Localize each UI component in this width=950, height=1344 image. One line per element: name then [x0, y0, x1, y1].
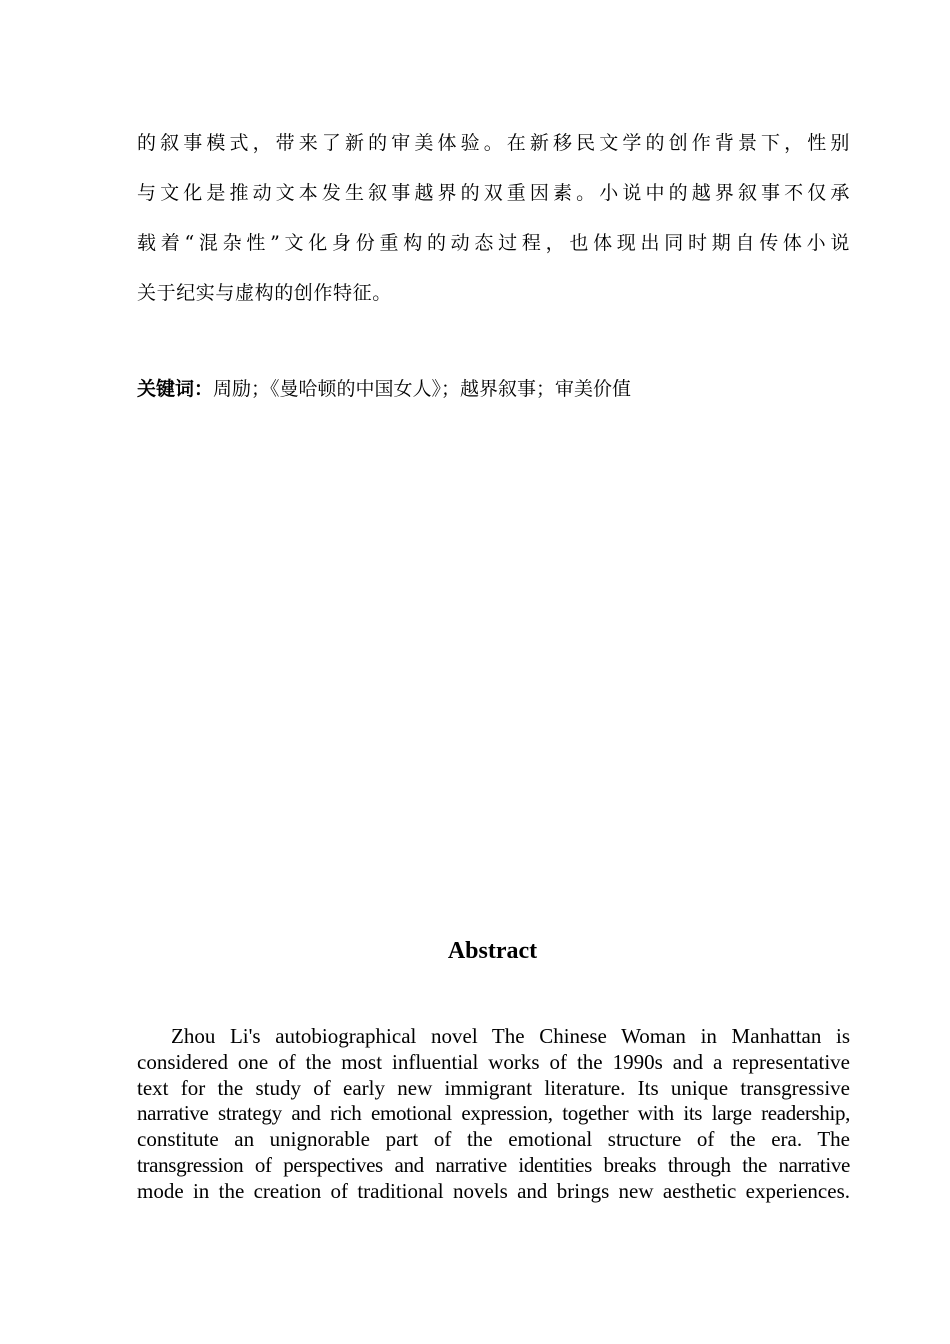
chinese-abstract-paragraph — [137, 118, 850, 318]
chinese-abstract-line: 关于纪实与虚构的创作特征。 — [137, 282, 392, 304]
keywords-line — [137, 369, 850, 409]
chinese-abstract-line: 的叙事模式，带来了新的审美体验。在新移民文学的创作背景下，性别 — [137, 132, 850, 154]
keywords-label: 关键词： — [137, 378, 214, 400]
english-abstract-paragraph — [137, 1024, 850, 1205]
chinese-abstract-line: 载着“混杂性”文化身份重构的动态过程，也体现出同时期自传体小说 — [137, 232, 850, 254]
english-abstract-line: considered one of the most influential works of the 1990s and a representative — [137, 1049, 850, 1074]
english-abstract-line: mode in the creation of traditional novels and brings new aesthetic experiences. — [137, 1178, 850, 1203]
english-abstract-line: transgression of perspectives and narrative identities breaks through the narrative — [137, 1152, 850, 1177]
abstract-heading: Abstract — [447, 938, 538, 964]
english-abstract-line: narrative strategy and rich emotional expression, together with its large readership, — [137, 1101, 850, 1126]
english-abstract-line: text for the study of early new immigrant literature. Its unique transgressive — [137, 1075, 850, 1100]
keywords-text: 周励；《曼哈顿的中国女人》；越界叙事；审美价值 — [213, 378, 632, 400]
english-abstract-line: constitute an unignorable part of the emotional structure of the era. The — [137, 1127, 850, 1152]
chinese-abstract-line: 与文化是推动文本发生叙事越界的双重因素。小说中的越界叙事不仅承 — [137, 182, 850, 204]
english-abstract-line: Zhou Li's autobiographical novel The Chinese Woman in Manhattan is — [171, 1024, 850, 1048]
